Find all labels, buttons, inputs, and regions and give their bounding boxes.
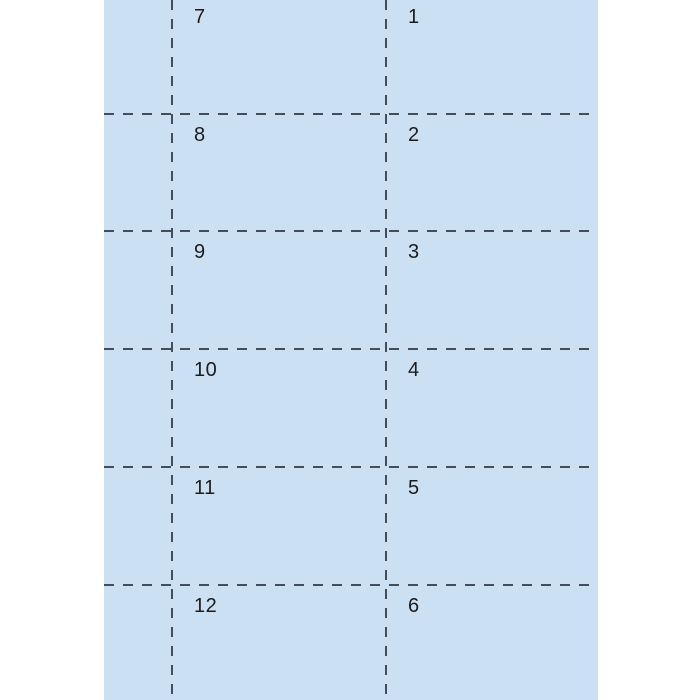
cell-6 (385, 585, 598, 700)
cell-11 (171, 467, 384, 585)
cell-number: 7 (194, 6, 206, 28)
cell-number: 9 (194, 241, 206, 263)
cell-number: 2 (408, 124, 420, 146)
template-sheet (104, 0, 598, 700)
cell-12 (171, 585, 384, 700)
cell-number: 1 (408, 6, 420, 28)
cell-number: 6 (408, 595, 420, 617)
cell-2 (385, 114, 598, 232)
cell-7 (171, 0, 384, 114)
cell-number: 12 (194, 595, 218, 617)
cell-10 (171, 349, 384, 467)
cell-8 (171, 114, 384, 232)
cell-number: 10 (194, 359, 218, 381)
cell-5 (385, 467, 598, 585)
cell-number: 5 (408, 477, 420, 499)
cell-4 (385, 349, 598, 467)
cell-3 (385, 231, 598, 349)
cell-number: 3 (408, 241, 420, 263)
cell-1 (385, 0, 598, 114)
cell-number: 4 (408, 359, 420, 381)
cell-number: 8 (194, 124, 206, 146)
cell-number: 11 (194, 477, 216, 499)
cell-9 (171, 231, 384, 349)
